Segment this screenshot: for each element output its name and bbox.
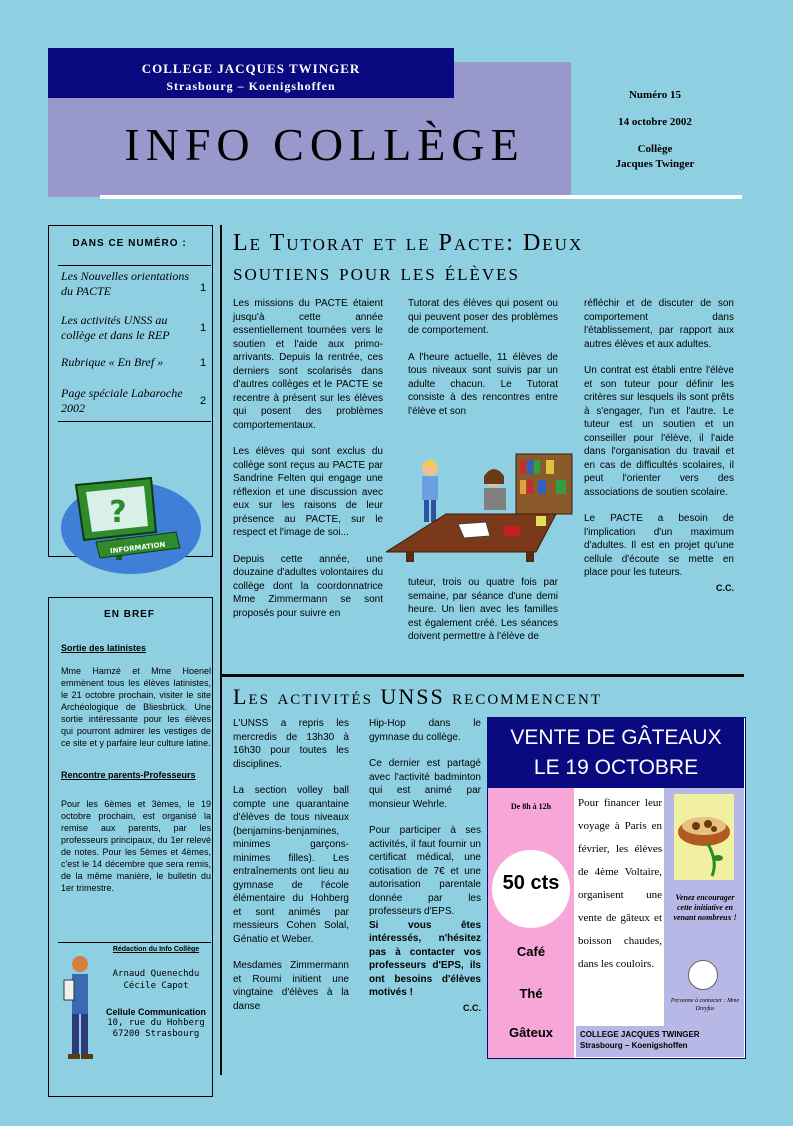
school-location: Strasbourg – Koenigshoffen — [166, 79, 336, 93]
article2-title: Les activités UNSS recommencent — [233, 684, 603, 709]
toc-item-1[interactable]: Les Nouvelles orientations du PACTE — [61, 269, 189, 298]
article1-signature: C.C. — [716, 582, 734, 593]
cake-basket-icon — [668, 792, 740, 884]
paragraph: Pour participer à ses activités, il faut fournir un certificat médical, une cotisation de 7€ et une autorisation parentale donnée par les professeurs d'EPS. — [369, 825, 481, 917]
cake-sale-header — [488, 718, 744, 788]
cake-sale-hours: De 8h à 12h — [510, 802, 552, 811]
publisher-line1: Collège — [637, 143, 673, 155]
tutoring-illustration-icon — [386, 452, 576, 562]
cell-name: Cellule Communication — [105, 1007, 206, 1017]
issue-number: Numéro 15 — [628, 89, 682, 101]
article1-title — [233, 228, 743, 288]
toc-page-1: 1 — [200, 282, 207, 294]
toc-page-3: 1 — [200, 357, 207, 369]
article1-col2-top — [408, 297, 558, 431]
paragraph: tuteur, trois ou quatre fois par semaine, par séance d'une demi heure. Un lien avec les familles est également créé. Les séances doivent permettre à l'élève de — [408, 577, 558, 642]
paragraph: Les élèves qui sont exclus du collège sont reçus au PACTE par Sandrine Felten qui engage une réflexion et une discussion avec eux sur les raisons de leur présence au PACTE, sur le respect et l'image de soi... — [233, 446, 383, 538]
article1-title-line1: Le Tutorat et le Pacte: Deux — [233, 230, 584, 256]
paragraph: Les missions du PACTE étaient jusqu'à cette année essentiellement tournées vers le soutien et l'aide aux primo-arrivants. Depuis la rentrée, ces derniers sont scolarisés dans d'autres collèges et le PACTE se recentre à présent sur les élèves qui posent des problèmes comportementaux. — [233, 298, 383, 431]
paragraph: Ce dernier est partagé avec l'activité badminton qui est animé par monsieur Wehrle. — [369, 758, 481, 810]
toc-page-2: 1 — [200, 322, 207, 334]
toc-heading: DANS CE NUMÉRO : — [72, 238, 187, 249]
column-rule — [220, 225, 222, 1075]
article1-col2-bottom — [408, 576, 558, 657]
article2-signature: C.C. — [463, 1002, 481, 1013]
publisher-line2: Jacques Twinger — [615, 158, 695, 170]
footer-city: Strasbourg – Koenigshoffen — [580, 1041, 688, 1050]
article2-col1 — [233, 717, 349, 1026]
toc-divider — [58, 421, 211, 422]
footer-school: COLLEGE JACQUES TWINGER — [580, 1030, 700, 1039]
paragraph: Un contrat est établi entre l'élève et son tuteur pour définir les critères sur lesquels ils sont prêts à s'engager, l'un et l'autre. Le tuteur est un soutien et un conseiller pour l'élève, il l'aide dans l'organisation du travail et en cas de difficultés scolaires, il peut l'orienter vers des associations de soutien scolaire. — [584, 365, 734, 498]
en-bref-item1-text: Mme Hamzé et Mme Hoenel emmènent tous les élèves latinistes, le 21 octobre prochain, visiter le site Archéologique de Bliesbrück. Une sortie intéressante pour les élèves qui pourront admirer les vestiges de ce site et y parfaire leur culture latine. — [61, 666, 211, 748]
cake-sale-contact: Personne à contacter : Mme Dreyfus — [670, 998, 740, 1012]
paragraph: Hip-Hop dans le gymnase du collège. — [369, 718, 481, 743]
svg-text:?: ? — [109, 495, 127, 530]
article-separator — [222, 674, 744, 677]
en-bref-item2-text: Pour les 6èmes et 3èmes, le 19 octobre prochain, est organisé la remise aux parents, par les professeurs principaux, du 1er relevé de notes. Pour les 5èmes et 4èmes, c'est le 14 décembre que sera remis, de la même manière, le bulletin du 1er trimestre. — [61, 799, 211, 893]
cake-sale-footer-text — [580, 1029, 740, 1051]
en-bref-item2-title: Rencontre parents-Professeurs — [61, 770, 196, 780]
info-sign-label: INFORMATION — [109, 540, 166, 556]
paragraph: A l'heure actuelle, 11 élèves de tous niveaux sont suivis par un adulte chacun. Le Tutorat consiste à des rencontres entre l'élève et son — [408, 351, 558, 417]
article2-col2 — [369, 717, 481, 1015]
cake-sale-title-2: LE 19 OCTOBRE — [533, 756, 699, 779]
toc-divider — [58, 265, 211, 266]
redaction-cell — [95, 1007, 217, 1040]
paragraph: Tutorat des élèves qui posent ou qui peuvent poser des problèmes de comportement. — [408, 298, 558, 336]
cell-address-1: 10, rue du Hohberg — [107, 1018, 205, 1028]
en-bref-heading: EN BREF — [104, 609, 155, 620]
redaction-title: Rédaction du Info Collège — [112, 946, 200, 953]
school-name: COLLEGE JACQUES TWINGER — [141, 61, 361, 76]
paragraph-bold: Si vous êtes intéressés, n'hésitez pas à contacter vos professeurs d'EPS, ils ont besoins d'élèves motivés ! — [369, 919, 481, 998]
cake-sale-text: Pour financer leur voyage à Paris en février, les élèves de 4ème Voltaire, organisent une vente de gâteux et boisson chaudes, dans les couloirs. — [578, 797, 662, 970]
cake-sale-invite: Venez encourager cette initiative en venant nombreux ! — [673, 893, 737, 922]
school-banner — [48, 48, 454, 98]
paragraph: L'UNSS a repris les mercredis de 13h30 à 16h30 pour toutes les disciplines. — [233, 718, 349, 770]
paragraph: réfléchir et de discuter de son comportement dans l'établissement, par rapport aux autres élèves et aux adultes. — [584, 298, 734, 350]
toc-item-3[interactable]: Rubrique « En Bref » — [61, 355, 164, 369]
toc-item-2[interactable]: Les activités UNSS au collège et dans le REP — [61, 313, 170, 342]
paragraph: Le PACTE a besoin de l'implication d'un maximum d'adultes. Il est en projet qu'une cellule d'écoute se mette en place pour les tuteurs. — [584, 513, 734, 578]
paragraph: Depuis cette année, une douzaine d'adultes volontaires du collège dont la coordonnatrice Mme Zimmermann se sont proposés pour suivre en — [233, 553, 383, 619]
issue-info — [585, 88, 725, 172]
masthead-rule — [100, 195, 742, 199]
menu-item-the: Thé — [519, 986, 543, 1001]
redaction-divider — [58, 942, 211, 943]
paragraph: La section volley ball compte une quarantaine d'élèves de tous niveaux (benjamins-benjamines, minimes garçons- minimes filles). Les entraînements ont lieu au gymnase de l'école élémentaire du Hohberg et sont animés par messieurs Cohen Solal, Génatio et Weber. — [233, 785, 349, 945]
issue-date: 14 octobre 2002 — [618, 116, 692, 128]
menu-item-gateaux: Gâteux — [508, 1025, 554, 1040]
toc-page-4: 2 — [200, 395, 207, 407]
article1-col1 — [233, 297, 383, 633]
cake-sale-price: 50 cts — [502, 872, 560, 894]
reporter-icon — [58, 950, 98, 1080]
paragraph: Mesdames Zimmermann et Roumi initient une vingtaine d'élèves à la danse — [233, 960, 349, 1012]
redactor-name: Cécile Capot — [123, 981, 189, 991]
menu-item-cafe: Café — [516, 944, 546, 959]
article1-title-line2: soutiens pour les élèves — [233, 260, 521, 286]
article1-col3 — [584, 297, 734, 595]
information-sign-icon — [56, 470, 206, 580]
newsletter-title: INFO COLLÈGE — [124, 119, 525, 170]
toc-item-4[interactable]: Page spéciale Labaroche 2002 — [61, 386, 183, 415]
redactor-name: Arnaud Quenechdu — [112, 969, 200, 979]
en-bref-item1-title: Sortie des latinistes — [61, 643, 147, 653]
coffee-cup-icon — [688, 960, 718, 990]
cake-sale-title-1: VENTE DE GÂTEAUX — [510, 726, 722, 749]
redaction-names — [95, 968, 217, 992]
cell-address-2: 67200 Strasbourg — [112, 1029, 200, 1039]
